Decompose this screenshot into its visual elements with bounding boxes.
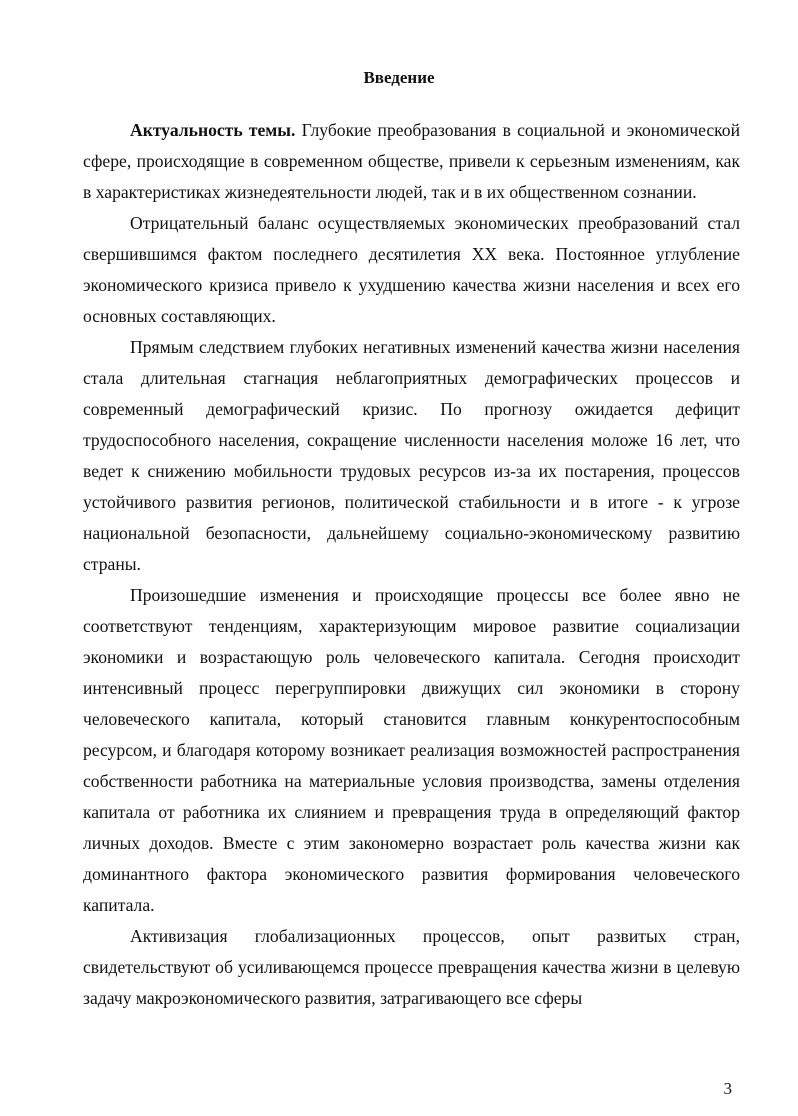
paragraph-1 xyxy=(83,115,740,208)
page-number: 3 xyxy=(723,1079,732,1098)
paragraph-text: Активизация глобализационных процессов, опыт развитых стран, свидетельствуют об усиливающемся процессе превращения качества жизни в целевую задачу макроэкономического развития, затрагивающего все сферы xyxy=(83,926,740,1008)
paragraph-text: Глубокие преобразования в социальной и экономической сфере, происходящие в современном обществе, привели к серьезным изменениям, как в характеристиках жизнедеятельности людей, так и в их общественном сознании. xyxy=(83,120,740,202)
paragraph-5 xyxy=(83,921,740,1014)
body-text xyxy=(83,115,740,1014)
paragraph-lead: Актуальность темы. xyxy=(130,120,296,140)
paragraph-2 xyxy=(83,208,740,332)
paragraph-text: Прямым следствием глубоких негативных изменений качества жизни населения стала длительная стагнация неблагоприятных демографических процессов и современный демографический кризис. По прогнозу ожидается дефицит трудоспособного населения, сокращение численности населения моложе 16 лет, что ведет к снижению мобильности трудовых ресурсов из-за их постарения, процессов устойчивого развития регионов, политической стабильности и в итоге - к угрозе национальной безопасности, дальнейшему социально-экономическому развитию страны. xyxy=(83,337,740,574)
page-title: Введение xyxy=(363,68,435,87)
paragraph-4 xyxy=(83,580,740,921)
paragraph-3 xyxy=(83,332,740,580)
paragraph-text: Отрицательный баланс осуществляемых экономических преобразований стал свершившимся фактом последнего десятилетия XX века. Постоянное углубление экономического кризиса привело к ухудшению качества жизни населения и всех его основных составляющих. xyxy=(83,213,740,326)
paragraph-text: Произошедшие изменения и происходящие процессы все более явно не соответствуют тенденциям, характеризующим мировое развитие социализации экономики и возрастающую роль человеческого капитала. Сегодня происходит интенсивный процесс перегруппировки движущих сил экономики в сторону человеческого капитала, который становится главным конкурентоспособным ресурсом, и благодаря которому возникает реализация возможностей распространения собственности работника на материальные условия производства, замены отделения капитала от работника их слиянием и превращения труда в определяющий фактор личных доходов. Вместе с этим закономерно возрастает роль качества жизни как доминантного фактора экономического развития формирования человеческого капитала. xyxy=(83,585,740,915)
